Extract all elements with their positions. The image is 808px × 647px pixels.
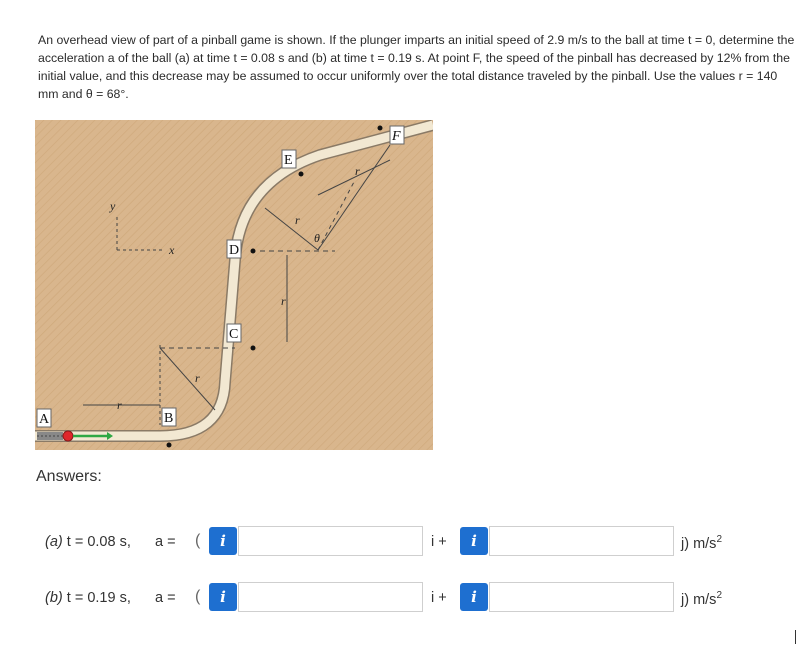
j-component-input[interactable] [489,526,674,556]
label-A: A [39,412,50,427]
i-plus-label: i + [431,590,447,606]
label-r-vert: r [281,294,286,308]
i-component-input[interactable] [238,582,423,612]
part-a-label: (a) t = 0.08 s, [45,534,131,550]
label-y: y [110,199,116,213]
label-C: C [229,327,239,342]
label-E: E [284,153,293,168]
open-paren: ( [195,532,201,549]
answers-title: Answers: [36,468,102,485]
answer-row-a [0,525,808,559]
label-r-bottom: r [117,398,122,412]
j-component-input[interactable] [489,582,674,612]
i-component-input[interactable] [238,526,423,556]
open-paren: ( [195,588,201,605]
info-icon[interactable]: i [460,583,488,611]
problem-statement: An overhead view of part of a pinball game is shown. If the plunger imparts an initial speed of 2.9 m/s to the ball at time t = 0, determine the acceleration a of the ball (a) at time t = 0.08 s and (b) at time t = 0.19 s. At point F, the speed of the pinball has decreased by 12% from the initial value, and this decrease may be assumed to occur uniformly over the total distance traveled by the pinball. Use the values r = 140 mm and θ = 68°. [38,33,795,101]
label-B: B [164,411,174,426]
unit-label: j) $m/s^2$ [681,534,722,552]
pinball-ball [63,431,73,441]
part-b-label: (b) t = 0.19 s, [45,590,131,606]
pinball-figure [35,120,433,450]
pinball-diagram [35,120,433,450]
label-D: D [229,243,240,258]
info-icon[interactable]: i [209,583,237,611]
label-r-mid: r [195,371,200,385]
unit-label: j) $m/s^2$ [681,590,722,608]
label-F: F [392,129,401,144]
info-icon[interactable]: i [460,527,488,555]
label-theta: θ [314,231,320,245]
i-plus-label: i + [431,534,447,550]
answer-row-b [0,581,808,615]
label-r-upper: r [295,213,300,227]
a-label: a = [155,590,176,606]
label-r-top: r [355,164,360,178]
a-label: a = [155,534,176,550]
text-cursor [795,630,796,644]
label-x: x [169,243,175,257]
info-icon[interactable]: i [209,527,237,555]
